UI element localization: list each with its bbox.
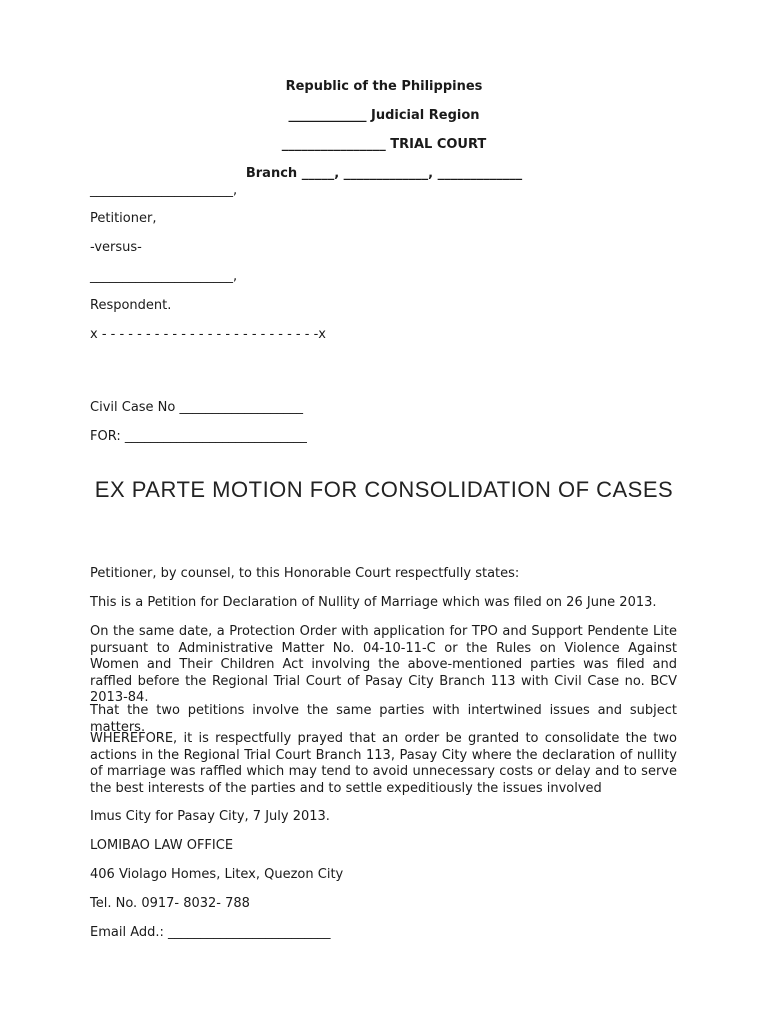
civil-case-number: Civil Case No ___________________ xyxy=(90,400,303,415)
wherefore-paragraph: WHEREFORE, it is respectfully prayed that an order be granted to consolidate the two actions in the Regional Trial Court Branch 113, Pasay City where the declaration of nullity of marriage was raffled which may tend to avoid unnecessary costs or delay and to serve the best interests of the parties and to settle expeditiously the issues involved xyxy=(90,731,677,796)
respondent-label: Respondent. xyxy=(90,298,172,313)
law-office-address: 406 Violago Homes, Litex, Quezon City xyxy=(90,867,344,882)
judicial-region-heading: ____________ Judicial Region xyxy=(288,108,480,123)
email-address-line: Email Add.: _________________________ xyxy=(90,925,331,940)
place-date-line: Imus City for Pasay City, 7 July 2013. xyxy=(90,809,330,824)
case-for-line: FOR: ____________________________ xyxy=(90,429,307,444)
law-office-name: LOMIBAO LAW OFFICE xyxy=(90,838,234,853)
document-title: EX PARTE MOTION FOR CONSOLIDATION OF CASES xyxy=(94,477,674,502)
branch-heading: Branch _____, _____________, _____________ xyxy=(245,166,523,181)
paragraph-3: That the two petitions involve the same parties with intertwined issues and subject matters. xyxy=(90,703,677,735)
intro-paragraph: Petitioner, by counsel, to this Honorable Court respectfully states: xyxy=(90,566,520,581)
telephone-number: Tel. No. 0917- 8032- 788 xyxy=(90,896,250,911)
respondent-name-blank: ______________________, xyxy=(90,269,238,284)
versus-label: -versus- xyxy=(90,240,142,255)
paragraph-1: This is a Petition for Declaration of Nullity of Marriage which was filed on 26 June 2013. xyxy=(90,595,657,610)
paragraph-2: On the same date, a Protection Order with application for TPO and Support Pendente Lite pursuant to Administrative Matter No. 04-10-11-C or the Rules on Violence Against Women and Their Children Act involving the above-mentioned parties was filed and raffled before the Regional Trial Court of Pasay City Branch 113 with Civil Case no. BCV 2013-84. xyxy=(90,624,677,705)
petitioner-label: Petitioner, xyxy=(90,211,157,226)
trial-court-heading: ________________ TRIAL COURT xyxy=(281,137,487,152)
petitioner-name-blank: ______________________, xyxy=(90,183,238,198)
caption-separator: x - - - - - - - - - - - - - - - - - - - - - - - - -x xyxy=(90,327,326,342)
republic-heading: Republic of the Philippines xyxy=(285,79,483,94)
